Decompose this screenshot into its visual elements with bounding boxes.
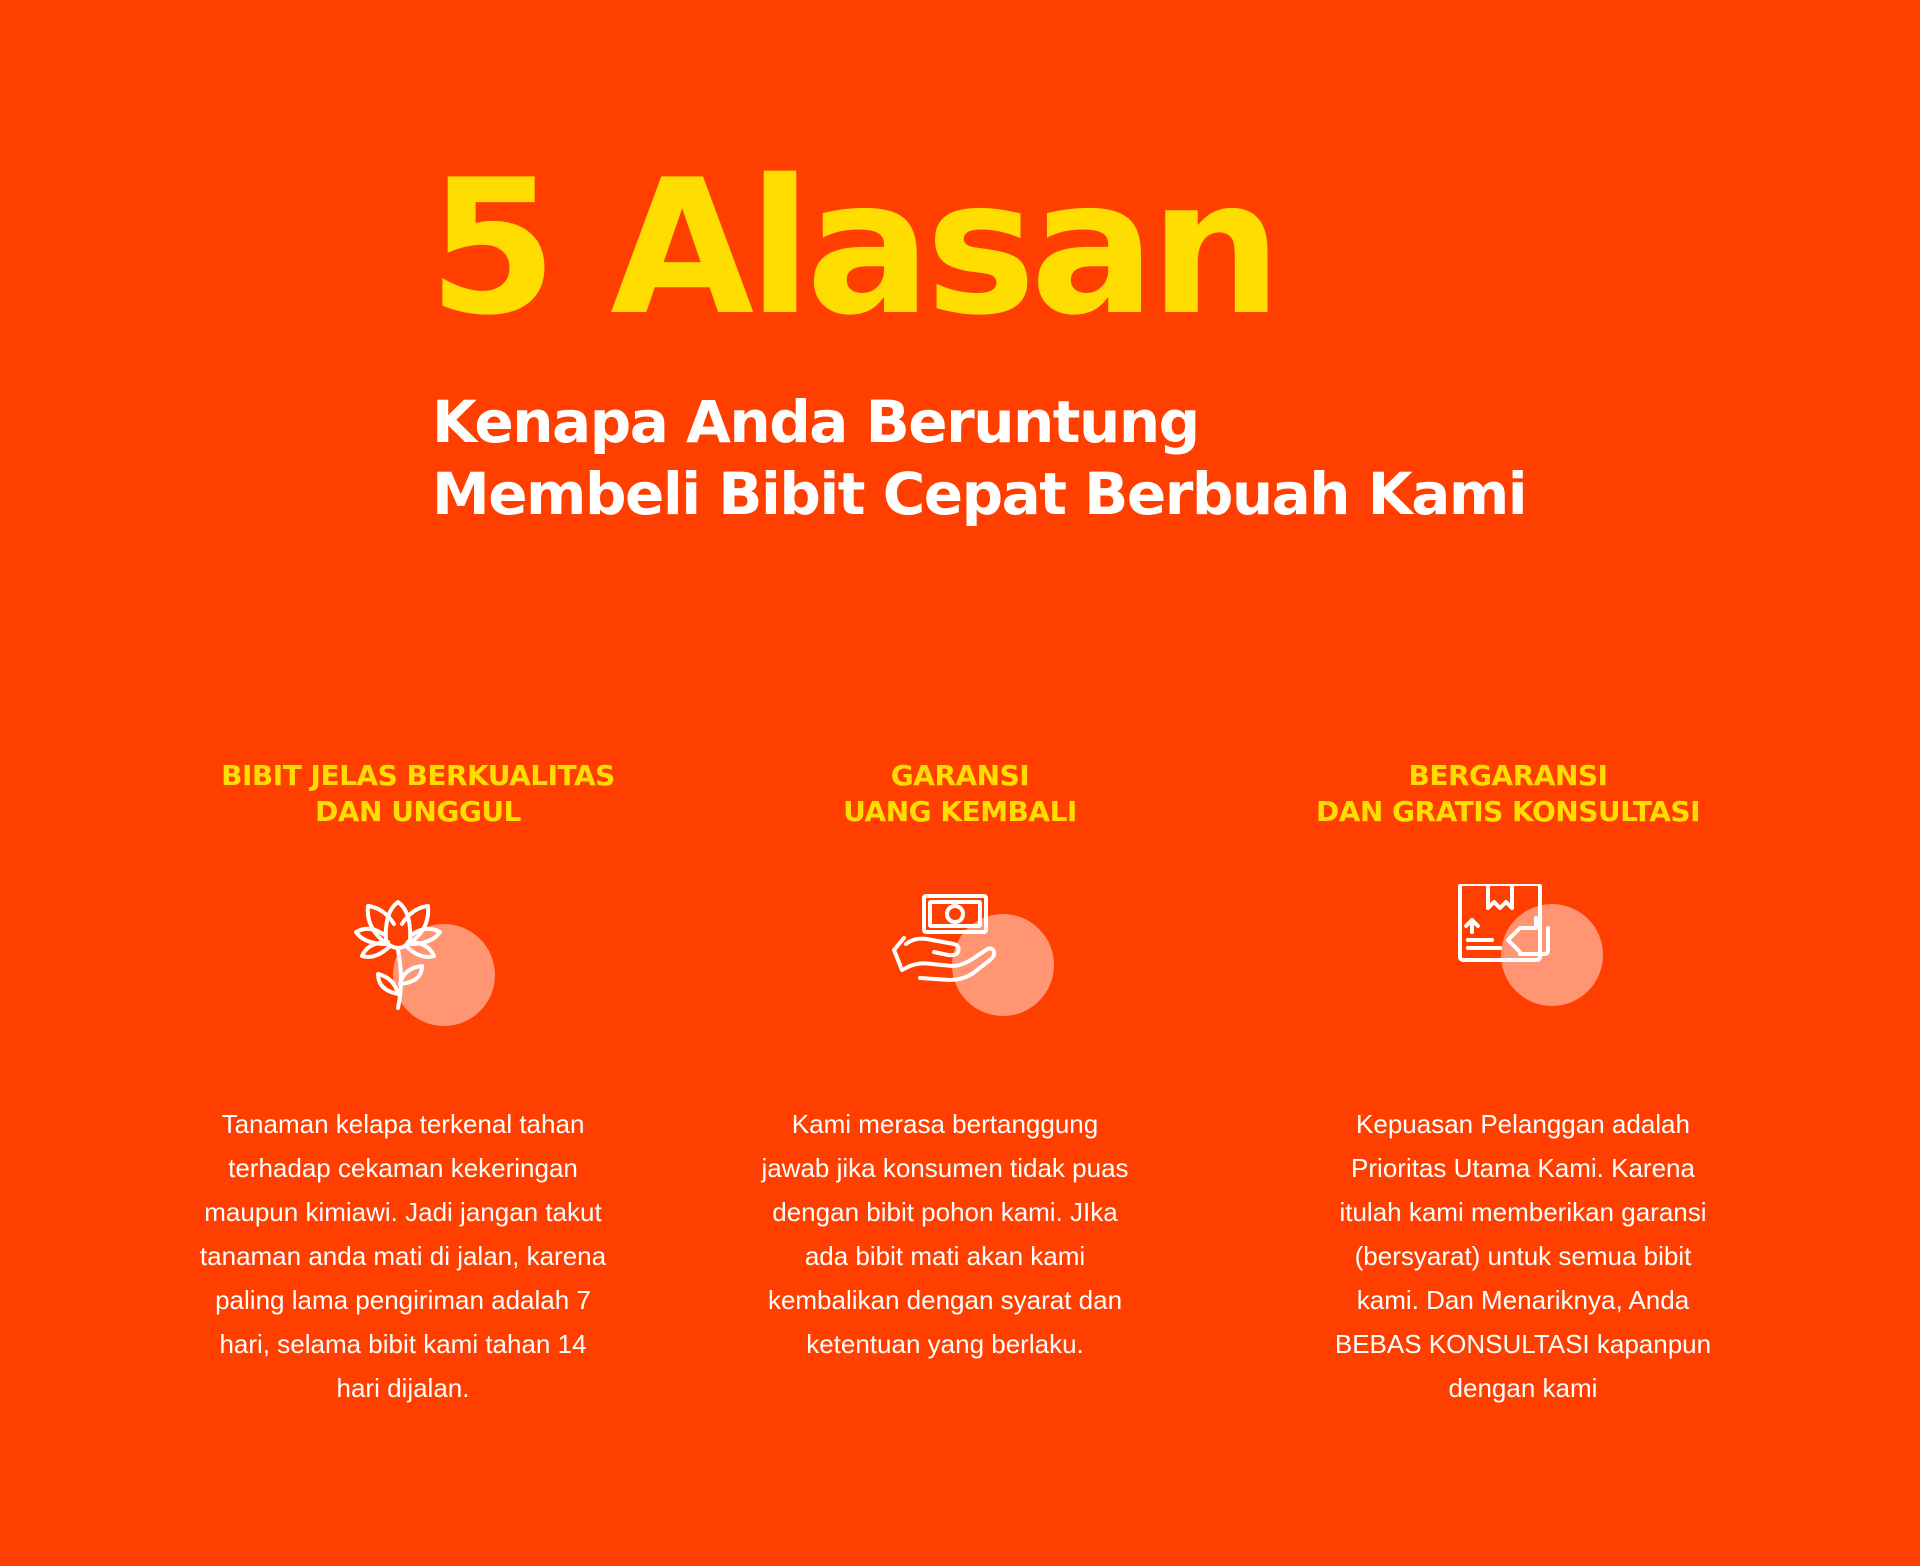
feature-title [178,758,658,838]
flower-plant-icon-graphic [338,884,498,1044]
feature-title-line-1: BIBIT JELAS BERKUALITAS [221,759,615,792]
package-return-icon-graphic [1428,884,1588,1044]
feature-title [720,758,1200,838]
money-in-hand-icon [880,884,1040,1044]
feature-consultation [1268,758,1748,1410]
money-in-hand-icon-graphic [880,884,1040,1044]
feature-money-back [720,758,1200,1366]
subheadline-line-1: Kenapa Anda Beruntung [432,388,1199,456]
feature-title-line-2: DAN UNGGUL [315,795,521,828]
package-return-icon [1428,884,1588,1044]
feature-description: Kami merasa bertanggung jawab jika konsumen tidak puas dengan bibit pohon kami. JIka ada bibit mati akan kami kembalikan dengan syarat dan ketentuan yang berlaku. [761,1109,1129,1359]
feature-description: Tanaman kelapa terkenal tahan terhadap cekaman kekeringan maupun kimiawi. Jadi jangan takut tanaman anda mati di jalan, karena paling lama pengiriman adalah 7 hari, selama bibit kami tahan 14 hari dijalan. [199,1109,607,1403]
feature-description: Kepuasan Pelanggan adalah Prioritas Utama Kami. Karena itulah kami memberikan garansi (bersyarat) untuk semua bibit kami. Dan Menariknya, Anda BEBAS KONSULTASI kapanpun dengan kami [1334,1109,1712,1403]
feature-title-line-2: UANG KEMBALI [843,795,1077,828]
feature-title [1268,758,1748,838]
feature-title-line-2: DAN GRATIS KONSULTASI [1315,795,1701,828]
feature-title-line-1: GARANSI [890,759,1030,792]
subheadline [432,386,1526,530]
subheadline-line-2: Membeli Bibit Cepat Berbuah Kami [432,460,1527,528]
headline: 5 Alasan [428,139,1277,356]
flower-plant-icon [338,884,498,1044]
feature-title-line-1: BERGARANSI [1408,759,1608,792]
feature-quality [178,758,658,1410]
